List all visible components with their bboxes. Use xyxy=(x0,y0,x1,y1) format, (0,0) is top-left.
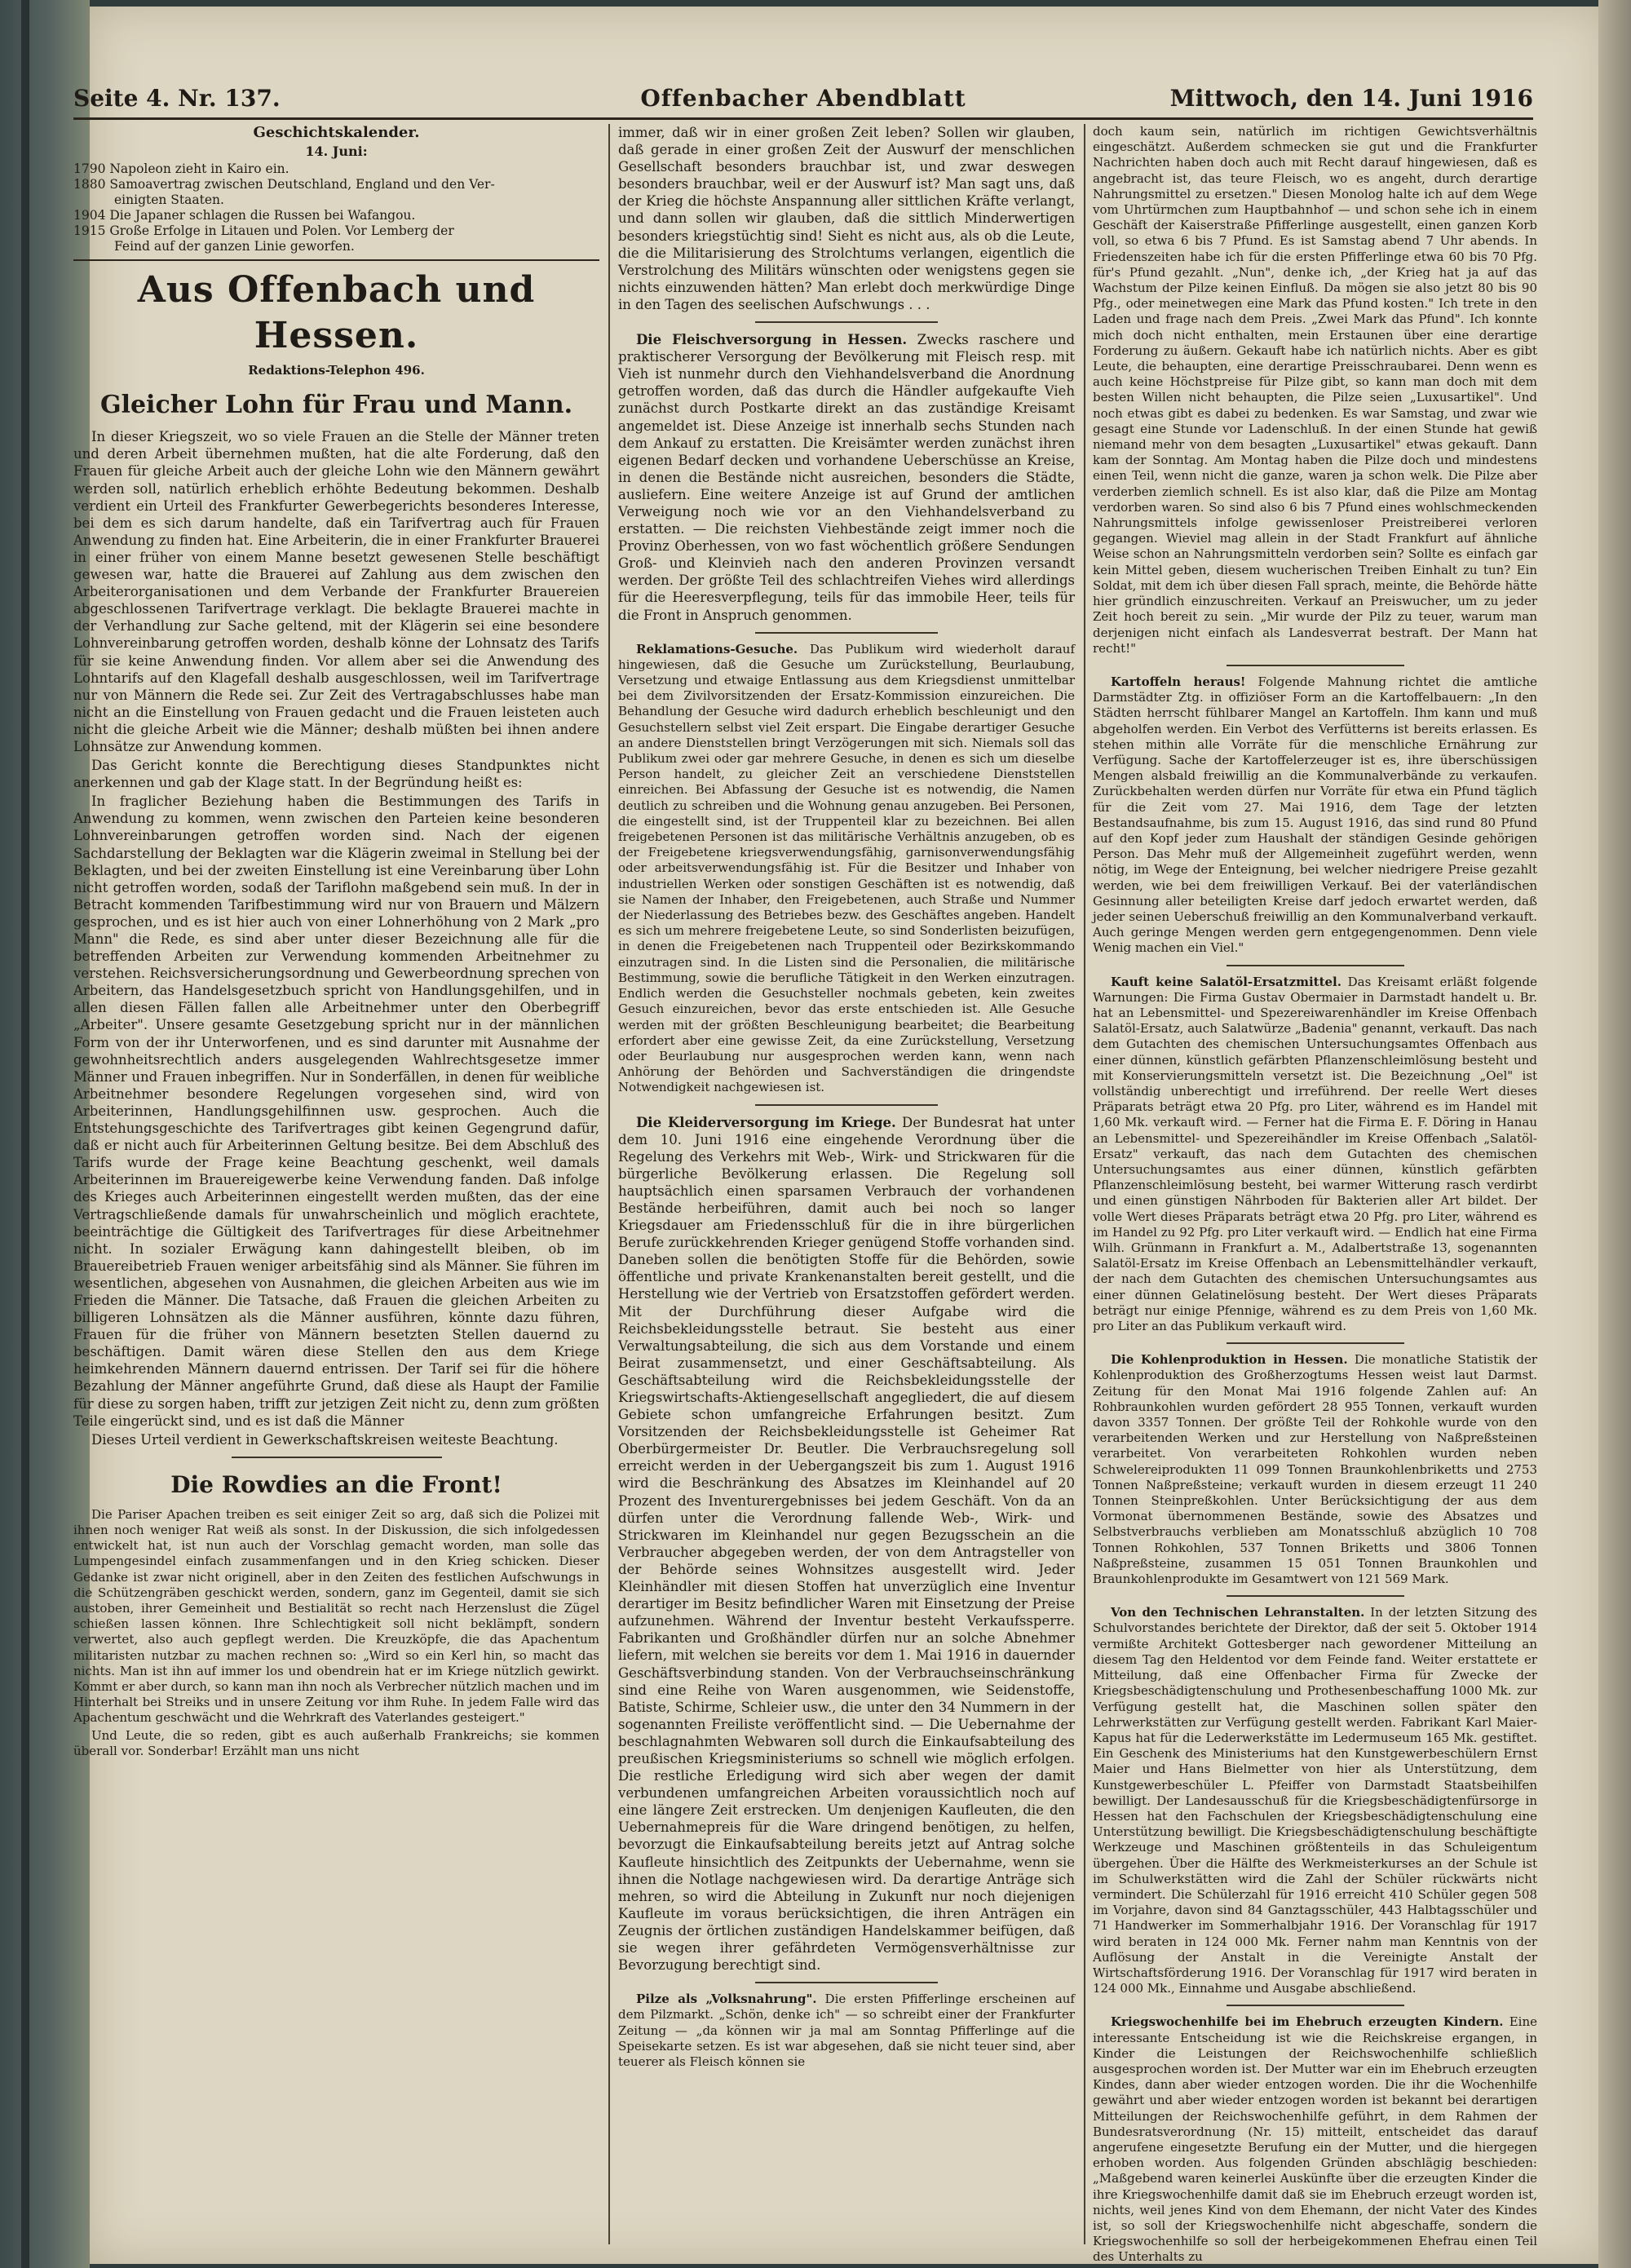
article-paragraph xyxy=(618,331,1075,624)
divider xyxy=(1227,965,1404,966)
article-paragraph xyxy=(618,642,1075,1096)
column-3 xyxy=(1093,124,1537,2265)
binding-spine xyxy=(21,0,29,2268)
paragraph-text: Das Kreisamt erläßt folgende Warnungen: Die Firma Gustav Obermaier in Darmstadt handelt u. Br. hat an Lebensmittel- und Spezereiwarenhändler im Kreise Offenbach Salatöl-Ersatz, auch Salatwürze „Badenia" genannt, verkauft. Das nach dem Gutachten des chemischen Untersuchungsamtes Offenbach aus einer dünnen, künstlich gefärbten Pflanzenschleimlösung besteht und mit Konservierungsmitteln versetzt ist. Die Bezeichnung „Oel" ist vollständig unberechtigt und irreführend. Der reelle Wert dieses Präparats beträgt etwa 20 Pfg. pro Liter, während es im Handel mit 1,60 Mk. verkauft wird. — Ferner hat die Firma E. F. Döring in Hanau an Lebensmittel- und Spezereihändler im Kreise Offenbach „Salatöl-Ersatz" verkauft, das nach dem Gutachten des chemischen Untersuchungsamtes aus einer dünnen, künstlich gefärbten Pflanzenschleimlösung besteht, bei warmer Witterung rasch verdirbt und einen günstigen Nährboden für Bakterien aller Art bildet. Der volle Wert dieses Präparats beträgt etwa 20 Pfg. pro Liter, während es im Handel zu 92 Pfg. pro Liter verkauft wird. — Endlich hat eine Firma Wilh. Grünmann in Frankfurt a. M., Adalbertstraße 13, sogenannten Salatöl-Ersatz im Kreise Offenbach an Lebensmittelhändler verkauft, der nach dem Gutachten des chemischen Untersuchungsamtes aus einer dünnen Gelatinelösung besteht. Der Wert dieses Präparats beträgt nur einige Pfennige, während es zu dem Preis von 1,60 Mk. pro Liter an das Publikum verkauft wird. xyxy=(1093,974,1537,1334)
divider xyxy=(232,1457,442,1458)
column-2 xyxy=(618,124,1075,2244)
divider xyxy=(1227,2005,1404,2006)
column-rule xyxy=(1084,124,1085,2244)
divider xyxy=(755,321,938,323)
paragraph-text: Die ersten Pfifferlinge erscheinen auf dem Pilzmarkt. „Schön, denke ich" — so schreibt einer der Frankfurter Zeitung — „da können wir ja mal am Sonntag Pfifferlinge auf die Speisekarte setzen. Es ist war abgesehen, daß sie nicht teuer sind, aber teuerer als Fleisch können sie xyxy=(618,1992,1075,2070)
calendar-entry: 1880 Samoavertrag zwischen Deutschland, England und den Ver- xyxy=(73,177,495,192)
paragraph-lead: Kriegswochenhilfe bei im Ehebruch erzeugten Kindern. xyxy=(1111,2014,1504,2030)
issue-date: Mittwoch, den 14. Juni 1916 xyxy=(1169,85,1533,112)
paragraph-lead: Kartoffeln heraus! xyxy=(1111,674,1246,689)
paragraph-lead: Reklamations-Gesuche. xyxy=(636,641,798,657)
article-paragraph: immer, daß wir in einer großen Zeit leben? Sollen wir glauben, daß gerade in einer großen Zeit der Auswurf der menschlichen Gesellschaft besonders brauchbar ist, und zwar deswegen besonders brauchbar, weil er der Auswurf ist? Man sagt uns, daß der Krieg die höchste Anspannung aller sittlichen Kräfte verlangt, und dann sollen wir glauben, daß die sittlich Minderwertigen besonders kriegstüchtig sind! Sieht es nicht aus, als ob die Leute, die die Militarisierung des Strolchtums verlangen, eigentlich die Verstrolchung des Militärs wünschten oder wenigstens gegen sie nichts einzuwenden hätten? Man erlebt doch merkwürdige Dinge in den Tagen des seelischen Aufschwungs . . . xyxy=(618,125,1075,312)
paragraph-lead: Die Kohlenproduktion in Hessen. xyxy=(1111,1352,1348,1368)
paragraph-text: Eine interessante Entscheidung ist wie die Reichskreise ergangen, in Kinder die Leistungen der Reichswochenhilfe schließlich ausgesprochen worden ist. Der Mutter war ein im Ehebruch erzeugten Kindes, dann aber wieder entzogen worden. Die ihr die Wochenhilfe gewährt und aber wieder entzogen worden ist bekannt bei derartigen Mitteilungen der Reichswochenhilfe geführt, in dem Rahmen der Bundesratsverordnung (Nr. 15) mitteilt, entscheidet das darauf angerufene eingesetzte Berufung ein der Mutter, und die hiergegen erhoben worden. Aus folgenden Gründen abschlägig beschieden: „Maßgebend waren keinerlei Auskünfte über die erzeugten Kinder die ihre Kriegswochenhilfe damit daß sie im Ehebruch erzeugt worden ist, nichts, weil jenes Kind von dem Ehemann, der nicht Vater des Kindes ist, so soll der Kriegswochenhilfe nicht abgeschaffe, sondern die Kriegswochenhilfe so soll der herbeigekommenen Ehefrau einen Teil des Unterhalts zu xyxy=(1093,2014,1537,2265)
paragraph-lead: Pilze als „Volksnahrung". xyxy=(636,1992,817,2007)
redaction-phone: Redaktions-Telephon 496. xyxy=(248,363,425,378)
divider xyxy=(755,632,938,634)
paragraph-text: Der Bundesrat hat unter dem 10. Juni 1916 eine eingehende Verordnung über die Regelung des Verkehrs mit Web-, Wirk- und Strickwaren für die bürgerliche Bevölkerung erlassen. Die Regelung soll hauptsächlich einen sparsamen Verbrauch der vorhandenen Bestände herbeiführen, damit auch bei noch so langer Kriegsdauer am Friedensschluß für die in ihre bürgerlichen Berufe zurückkehrenden Krieger genügend Stoffe vorhanden sind. Daneben sollen die benötigten Stoffe für die Behörden, sowie öffentliche und private Krankenanstalten bereit gestellt, und die Herstellung wie der Vertrieb von Ersatzstoffen gefördert werden. Mit der Durchführung dieser Aufgabe wird die Reichsbekleidungsstelle betraut. Sie besteht aus einer Verwaltungsabteilung, die sich aus dem Vorstande und einem Beirat zusammensetzt, und einer Geschäftsabteilung. Als Geschäftsabteilung wird die Reichsbekleidungsstelle der Kriegswirtschafts-Aktiengesellschaft angegliedert, die auf diesem Gebiete schon umfangreiche Erfahrungen besitzt. Zum Vorsitzenden der Reichsbekleidungsstelle ist Geheimer Rat Oberbürgermeister Dr. Beutler. Die Verbrauchsregelung soll erreicht werden in der Uebergangszeit bis zum 1. August 1916 wird die Beschränkung des Absatzes im Kleinhandel auf 20 Prozent des Inventurergebnisses bei jedem Geschäft. Von da an dürfen unter die Verordnung fallende Web-, Wirk- und Strickwaren im Kleinhandel nur gegen Bezugsschein an die Verbraucher abgegeben werden, der von dem Antragsteller von der Behörde seines Wohnsitzes ausgestellt wird. Jeder Kleinhändler mit diesen Stoffen hat unverzüglich eine Inventur derartiger im Besitz befindlicher Waren mit Einsetzung der Preise aufzunehmen. Während der Inventur besteht Verkaufssperre. Fabrikanten und Großhändler dürfen nur an solche Abnehmer liefern, mit welchen sie bereits vor dem 1. Mai 1916 in dauernder Geschäftsverbindung standen. Von der Verbrauchseinschränkung sind eine Reihe von Waren ausgenommen, wie Seidenstoffe, Batiste, Schirme, Schleier usw., die unter den 34 Nummern in der sogenannten Freiliste veröffentlicht sind. — Die Uebernahme der beschlagnahmten Webwaren soll durch die Einkaufsabteilung des preußischen Kriegsministeriums so schnell wie möglich erfolgen. Die restliche Erledigung wird sich aber wegen der damit verbundenen umfangreichen Arbeiten voraussichtlich noch auf eine längere Zeit erstrecken. Um denjenigen Kaufleuten, die den Uebernahmepreis für die Ware dringend benötigen, zu helfen, bevorzugt die Einkaufsabteilung bereits jetzt auf Antrag solche Kaufleute hinsichtlich des Zeitpunkts der Uebernahme, wenn sie ihnen die Notlage nachgewiesen wird. Da derartige Anträge sich mehren, so wird die Abteilung in Zukunft nur noch diejenigen Kaufleute im voraus berücksichtigen, die ihren Anträgen ein Zeugnis der örtlichen zuständigen Handelskammer beifügen, daß sie wegen ihrer gefährdeten Vermögensverhältnisse zur Bevorzugung berechtigt sind. xyxy=(618,1114,1075,1974)
newspaper-title: Offenbacher Abendblatt xyxy=(640,85,966,112)
divider xyxy=(755,1104,938,1106)
paragraph-text: Die monatliche Statistik der Kohlenproduktion des Großherzogtums Hessen weist laut Darmst. Zeitung für den Monat Mai 1916 folgende Zahlen auf: An Rohbraunkohlen wurden gefördert 28 955 Tonnen, verkauft wurden davon 3357 Tonnen. Der größte Teil der Rohkohle wurde von den verarbeitenden Werken und zur Herstellung von Naßpreßsteinen verarbeitet. Von verarbeiteten Rohkohlen wurden neben Schwelereiprodukten 11 099 Tonnen Braunkohlenbriketts und 2753 Tonnen Naßpreßsteine; verkauft wurden in diesem erzeugt 11 240 Tonnen Steinpreßkohlen. Unter Berücksichtigung der aus dem Vormonat übernommenen Bestände, sowie des Absatzes und Selbstverbrauchs verblieben am Monatsschluß abzüglich 10 708 Tonnen Rohkohlen, 537 Tonnen Briketts und 3806 Tonnen Naßpreßsteine, zusammen 15 051 Tonnen Braunkohlen und Braunkohlenprodukte im Gesamtwert von 121 569 Mark. xyxy=(1093,1352,1537,1587)
paragraph-lead: Die Kleiderversorgung im Kriege. xyxy=(636,1114,896,1130)
article-paragraph: Das Gericht konnte die Berechtigung dieses Standpunktes nicht anerkennen und gab der Klage statt. In der Begründung heißt es: xyxy=(73,758,599,791)
paragraph-text: Das Publikum wird wiederholt darauf hingewiesen, daß die Gesuche um Zurückstellung, Beurlaubung, Versetzung und etwaige Entlassung aus dem Kriegsdienst unmittelbar bei dem Zivilvorsitzenden der Ersatz-Kommission einzureichen. Die Behandlung der Gesuche wird dadurch erheblich beschleunigt und den Gesuchstellern selbst viel Zeit erspart. Die Eingabe derartiger Gesuche an andere Dienststellen bringt Verzögerungen mit sich. Niemals soll das Publikum zwei oder gar mehrere Gesuche, in denen es sich um dieselbe Person handelt, zu gleicher Zeit an verschiedene Dienststellen einreichen. Bei Abfassung der Gesuche ist es notwendig, die Namen deutlich zu schreiben und die Wohnung genau anzugeben. Bei Personen, die eingestellt sind, ist der Truppenteil klar zu bezeichnen. Bei allen freigebetenen Personen ist das militärische Verhältnis anzugeben, ob es der Freigebetene kriegsverwendungsfähig, garnisonverwendungsfähig oder arbeitsverwendungsfähig ist. Für die Besitzer und Inhaber von industriellen Werken oder sonstigen Geschäften ist es notwendig, daß sie Namen der Inhaber, den Freigebetenen, auch Straße und Nummer der Niederlassung des Betriebes bezw. des Geschäftes angeben. Handelt es sich um mehrere freigebetene Leute, so sind Sonderlisten beizufügen, in denen die Freigebetenen nach Truppenteil oder Bezirkskommando einzutragen sind. In die Listen sind die Personalien, die militärische Bestimmung, sowie die berufliche Tätigkeit in den Werken einzutragen. Endlich werden die Gesuchsteller nochmals gebeten, kein zweites Gesuch einzureichen, bevor das erste entschieden ist. Alle Gesuche werden mit der größten Beschleunigung bearbeitet; die Bearbeitung erfordert aber eine gewisse Zeit, da eine Zurückstellung, Versetzung oder Beurlaubung nur ausgesprochen werden kann, wenn nach Anhörung der Behörden und Sachverständigen die dringendste Notwendigkeit nachgewiesen ist. xyxy=(618,641,1075,1095)
calendar-entry: Feind auf der ganzen Linie geworfen. xyxy=(114,239,355,254)
page-number: Seite 4. Nr. 137. xyxy=(73,85,281,112)
article-paragraph xyxy=(1093,1352,1537,1587)
article-title: Die Rowdies an die Front! xyxy=(170,1470,502,1498)
article-paragraph xyxy=(618,1992,1075,2070)
paragraph-text: Zwecks raschere und praktischerer Versorgung der Bevölkerung mit Fleisch resp. mit Vieh ist nunmehr durch den Viehhandelsverband die Anordnung getroffen worden, daß das durch die Händler aufgekaufte Vieh zunächst durch Postkarte direkt an das zuständige Kreisamt angemeldet ist. Diese Anzeige ist innerhalb sechs Stunden nach dem Ankauf zu erstatten. Die Kreisämter werden zunächst ihren eigenen Bedarf decken und vorhandene Ueberschüsse an Kreise, in denen die Bestände nicht ausreichen, besonders die Städte, ausliefern. Eine weitere Anzeige ist auf Grund der amtlichen Verweigung noch wie vor an den Viehhandelsverband zu erstatten. — Die reichsten Viehbestände zeigt immer noch die Provinz Oberhessen, von wo fast wöchentlich größere Sendungen Groß- und Kleinvieh nach den anderen Provinzen versandt werden. Der größte Teil des schlachtreifen Viehes wird allerdings für die Heeresverpflegung, teils für das immobile Heer, teils für die Front in Anspruch genommen. xyxy=(618,332,1076,623)
divider xyxy=(1227,1342,1404,1344)
article-paragraph xyxy=(1093,1605,1537,1996)
article-paragraph xyxy=(1093,674,1537,957)
paragraph-lead: Die Fleischversorgung in Hessen. xyxy=(636,332,908,348)
calendar-date: 14. Juni: xyxy=(305,144,368,160)
page-header xyxy=(73,82,1533,120)
article-paragraph: doch kaum sein, natürlich im richtigen Gewichtsverhältnis eingeschätzt. Außerdem schmecken sie gut und die Frankfurter Nachrichten haben doch auch mit Recht darauf hingewiesen, daß es angebracht ist, das teure Fleisch, wo es angeht, durch derartige Nahrungsmittel zu ersetzen." Diesen Monolog halte ich auf dem Wege vom Uhrtürmchen zum Hauptbahnhof — und schon sehe ich in einem Geschäft der Kaiserstraße Pfifferlinge ausgestellt, einen ganzen Korb voll, so etwa 6 bis 7 Pfund. Es ist Samstag abend 7 Uhr abends. In Friedenszeiten habe ich für die ersten Pfifferlinge etwa 60 bis 70 Pfg. für's Pfund gezahlt. „Nun", denke ich, „der Krieg hat ja auf das Wachstum der Pilze keinen Einfluß. Da mögen sie also jetzt 80 bis 90 Pfg., oder meinetwegen eine Mark das Pfund kosten." Ich trete in den Laden und frage nach dem Preis. „Zwei Mark das Pfund". Ich konnte mich doch nicht enthalten, mein Erstaunen über eine derartige Forderung zu äußern. Gekauft habe ich natürlich nichts. Aber es gibt Leute, die behaupten, eine derartige Preisschraubarei. Denn wenn es auch keine Höchstpreise für Pilze gibt, so kann man doch mit dem besten Willen nicht behaupten, die Pilze seien „Luxusartikel". Und noch etwas gibt es dabei zu bedenken. Es war Samstag, und zwar wie gesagt eine Stunde vor Ladenschluß. In der einen Stunde hat gewiß niemand mehr von dem besagten „Luxusartikel" etwas gekauft. Dann kam der Sonntag. Am Montag haben die Pilze doch und mindestens einen Teil, wenn nicht die ganze, waren ja schon welk. Die Pilze aber verderben ziemlich schnell. Es ist also klar, daß die Pilze am Montag verdorben waren. So sind also 6 bis 7 Pfund eines wohlschmeckenden Nahrungsmittels infolge gewissenloser Preistreiberei verloren gegangen. Wieviel mag allein in der Stadt Frankfurt auf ähnliche Weise schon an Nahrungsmitteln verdorben sein? Sollte es einfach gar kein Mittel geben, diesem wucherischen Treiben Einhalt zu tun? Ein Soldat, mit dem ich über diesen Fall sprach, meinte, die Behörde hätte hier gründlich einzuschreiten. Verkauf an Preiswucher, um zu jeder Zeit hoch bereit zu sein. „Mir wurde der Pilz zu teuer, warum man derjenigen nicht einfach als Landesverrat bestraft. Der Mann hat recht!" xyxy=(1093,124,1537,656)
calendar-entry: 1790 Napoleon zieht in Kairo ein. xyxy=(73,161,290,177)
divider xyxy=(755,1982,938,1983)
article-paragraph: Und Leute, die so reden, gibt es auch außerhalb Frankreichs; sie kommen überall vor. Sonderbar! Erzählt man uns nicht xyxy=(73,1727,599,1758)
article-paragraph xyxy=(1093,975,1537,1335)
article-paragraph xyxy=(618,1114,1075,1974)
divider xyxy=(1227,665,1404,666)
page-edge xyxy=(1598,0,1631,2268)
column-rule xyxy=(608,124,610,2244)
calendar-title: Geschichtskalender. xyxy=(253,124,420,141)
paragraph-text: Folgende Mahnung richtet die amtliche Darmstädter Ztg. in offiziöser Form an die Kartoffelbauern: „In den Städten herrscht fühlbarer Mangel an Kartoffeln. Ihm kann und muß abgeholfen werden. Ein Verbot des Verfütterns ist bereits erlassen. Es stehen mithin alle Vorräte für die menschliche Ernährung zur Verfügung. Sache der Kartoffelerzeuger ist es, ihre überschüssigen Mengen alsbald freiwillig an die Kommunalverbände zu verkaufen. Zurückbehalten werden dürfen nur Vorräte für etwa ein Pfund täglich für die Zeit vom 27. Mai 1916, dem Tage der letzten Bestandsaufnahme, bis zum 15. August 1916, das sind rund 80 Pfund auf den Kopf jeder zum Haushalt der ständigen Gesinde gehörigen Person. Das Mehr muß der Allgemeinheit zugeführt werden, wenn nötig, im Wege der Enteignung, bei welcher niedrigere Preise gezahlt werden, wie bei dem freiwilligen Verkauf. Bei der vaterländischen Gesinnung aller beteiligten Kreise darf jedoch erwartet werden, daß jeder seinen Ueberschuß freiwillig an den Kommunalverband verkauft. Auch geringe Mengen werden gern entgegengenommen. Denn viele Wenig machen ein Viel." xyxy=(1093,674,1537,956)
article-paragraph: Die Pariser Apachen treiben es seit einiger Zeit so arg, daß sich die Polizei mit ihnen noch weniger Rat weiß als sonst. In der Diskussion, die sich infolgedessen entwickelt hat, ist nun auch der Vorschlag gemacht worden, man solle das Lumpengesindel einfach zusammenfangen und in den Krieg schicken. Dieser Gedanke ist zwar nicht originell, aber in den Zeiten des festlichen Aufschwungs in die Schützengräben geschickt werden, sondern, ganz im Gegenteil, damit sie sich austoben, ihrer Gemeinheit und Bestialität so recht nach Herzenslust die Zügel schießen lassen können. Ihre Schlechtigkeit soll nicht beklämpft, sondern verwertet, also auch gepflegt werden. Die Kreuzköpfe, die das Apachentum militaristen nutzbar zu machen rechnen so: „Wird so ein Kerl hin, so macht das nichts. Man ist ihn auf immer los und obendrein hat er im Kriege nützlich gewirkt. Kommt er aber durch, so kann man ihn noch als Verbrecher nützlich machen und im Hinterhalt bei Streiks und in unsere Zeitung vor ihm Ruhe. In jedem Falle wird das Apachentum geschwächt und die Wehrkraft des Vaterlandes gesteigert." xyxy=(73,1506,599,1726)
column-1 xyxy=(73,124,599,2244)
article-paragraph xyxy=(1093,2014,1537,2265)
paragraph-lead: Von den Technischen Lehranstalten. xyxy=(1111,1605,1365,1620)
section-title: Aus Offenbach und Hessen. xyxy=(137,269,536,357)
article-paragraph: In dieser Kriegszeit, wo so viele Frauen an die Stelle der Männer treten und deren Arbeit übernehmen mußten, hat die alte Forderung, daß den Frauen für gleiche Arbeit auch der gleiche Lohn wie den Männern gewährt werden soll, natürlich erheblich erhöhte Bedeutung bekommen. Deshalb verdient ein Urteil des Frankfurter Gewerbegerichts besonderes Interesse, bei dem es sich darum handelte, daß ein Tarifvertrag auch für Frauen Anwendung zu finden hat. Eine Arbeiterin, die in einer Frankfurter Brauerei in einer früher von einem Manne besetzt gewesenen Stelle beschäftigt gewesen war, hatte die Brauerei auf Zahlung aus dem zwischen den Arbeiterorganisationen und dem Verbande der Frankfurter Brauereien abgeschlossenen Tarifvertrage verklagt. Die beklagte Brauerei machte in der Verhandlung zur Sache geltend, mit der Klägerin sei eine besondere Lohnvereinbarung getroffen worden, deshalb könne der Lohnsatz des Tarifs für sie keine Anwendung finden. Vor allem aber sei die Anwendung des Lohntarifs auf den Klagefall deshalb ausgeschlossen, weil im Tarifvertrage nur von Männern die Rede sei. Zur Zeit des Vertragabschlusses habe man nicht an die Einstellung von Frauen gedacht und die Frauen leisteten auch nicht die gleiche Arbeit wie die Männer; deshalb müßten bei ihnen andere Lohnsätze zur Anwendung kommen. xyxy=(73,429,599,754)
article-paragraph: Dieses Urteil verdient in Gewerkschaftskreisen weiteste Beachtung. xyxy=(91,1431,559,1448)
calendar-entry: 1904 Die Japaner schlagen die Russen bei Wafangou. xyxy=(73,208,416,223)
divider xyxy=(73,259,599,261)
calendar-entry: 1915 Große Erfolge in Litauen und Polen. Vor Lemberg der xyxy=(73,223,454,239)
calendar-entry: einigten Staaten. xyxy=(114,192,224,208)
paragraph-text: In der letzten Sitzung des Schulvorstandes berichtete der Direktor, daß der seit 5. Oktober 1914 vermißte Architekt Gottesberger nach gewordener Mitteilung an diesem Tag den Heldentod vor dem Feinde fand. Weiter erstattete er Mitteilung, daß eine Offenbacher Firma für Zwecke der Kriegsbeschädigtenschulung und Prothesenbeschaffung 1000 Mk. zur Verfügung gestellt hat, die Maschinen sollen später den Lehrwerkstätten zur Verfügung gestellt werden. Fabrikant Karl Maier-Kapus hat für die Lederwerkstätte im Ledermuseum 165 Mk. gestiftet. Ein Geschenk des Ministeriums hat den Kunstgewerbeschülern Ernst Maier und Hans Bielmetter von hier als Unterstützung, dem Kunstgewerbeschüler L. Pfeiffer von Darmstadt Staatsbeihilfen bewilligt. Der Landesausschuß für die Kriegsbeschädigtenfürsorge in Hessen hat den Fachschulen der Kriegsbeschädigtenschulung eine Unterstützung bewilligt. Die Kriegsbeschädigtenschulung beschäftigte Werkzeuge und Maschinen größtenteils in das Schuleigentum übergehen. Über die Hälfte des Werkmeisterkurses an der Schule ist im Schulwerkstätten wird die Zahl der Schüler rückwärts nicht vermindert. Die Schülerzahl für 1916 erreicht 410 Schüler gegen 508 im Vorjahre, davon sind 84 Ganztagsschüler, 443 Halbtagsschüler und 71 Handwerker im Sommerhalbjahr 1916. Der Voranschlag für 1917 wird beraten in 124 000 Mk. Ferner nahm man Kenntnis von der Auflösung der Anstalt in die Vereinigte Anstalt der Wirtschaftsförderung 1916. Der Voranschlag für 1917 wird beraten in 124 000 Mk., Einnahme und Ausgabe abschließend. xyxy=(1093,1605,1537,1996)
article-paragraph: In fraglicher Beziehung haben die Bestimmungen des Tarifs in Anwendung zu kommen, wenn zwischen den Parteien keine besonderen Lohnvereinbarungen getroffen worden sind. Nach der eigenen Sachdarstellung der Beklagten war die Klägerin zweimal in Stellung bei der Beklagten, und bei der zweiten Einstellung ist eine Vereinbarung über Lohn nicht getroffen worden, sodaß der Tariflohn maßgebend sein muß. In der in Betracht kommenden Tarifbestimmung wird nur von Brauern und Mälzern gesprochen, und es ist hier auch von einer Lohnerhöhung von 2 Mark „pro Mann" die Rede, es sind aber unter dieser Bezeichnung alle für die betreffenden Arbeiten zur Verwendung kommenden Arbeitnehmer zu verstehen. Reichsversicherungsordnung und Gewerbeordnung sprechen von Arbeitern, das Handelsgesetzbuch spricht von Handlungsgehilfen, und in allen diesen Fällen fallen alle Arbeitnehmer unter den Oberbegriff „Arbeiter". Unsere gesamte Gesetzgebung spricht nur in der männlichen Form von der ihr Unterworfenen, und es sind darunter mit Ausnahme der gewohnheitsrechtlich anders ausgelegenden Wahlrechtsgesetze immer Männer und Frauen inbegriffen. Nur in Sonderfällen, in denen für weibliche Arbeitnehmer besondere Regelungen vorgesehen sind, wird von Arbeiterinnen, Handlungsgehilfinnen usw. gesprochen. Auch die Entstehungsgeschichte des Tarifvertrages gibt keinen Gegengrund dafür, daß er nicht auch für Arbeiterinnen Geltung besitze. Bei dem Abschluß des Tarifs wurde der Frage keine Beachtung geschenkt, weil damals Arbeiterinnen im Brauereigewerbe keine Verwendung fanden. Daß infolge des Krieges auch Arbeiterinnen eingestellt werden mußten, das der eine Vertragschließende damals für unwahrscheinlich und möglich erachtete, beeinträchtige die Gültigkeit des Tarifvertrages für diese Arbeitnehmer nicht. In sozialer Erwägung kann dahingestellt bleiben, ob im Brauereibetrieb Frauen weniger arbeitsfähig sind als Männer. Sie führen im wesentlichen, abgesehen von Ausnahmen, die gleichen Arbeiten aus wie im Frieden die Männer. Die Tatsache, daß Frauen die gleichen Arbeiten zu billigeren Lohnsätzen als die Männer ausführen, könnte dazu führen, Frauen für die früher von Männern besetzten Stellen dauernd zu beschäftigen. Damit wären diese Stellen den aus dem Kriege heimkehrenden Männern dauernd entrissen. Der Tarif sei für die höhere Bezahlung der Männer angeführte Grund, daß diese als Haupt der Familie für diese zu sorgen haben, trifft zur jetzigen Zeit nicht zu, denn zum größten Teile eingerückt sind, und es ist daß die Männer xyxy=(73,794,599,1429)
article-title: Gleicher Lohn für Frau und Mann. xyxy=(99,391,573,420)
divider xyxy=(1227,1595,1404,1597)
paragraph-lead: Kauft keine Salatöl-Ersatzmittel. xyxy=(1111,974,1341,989)
